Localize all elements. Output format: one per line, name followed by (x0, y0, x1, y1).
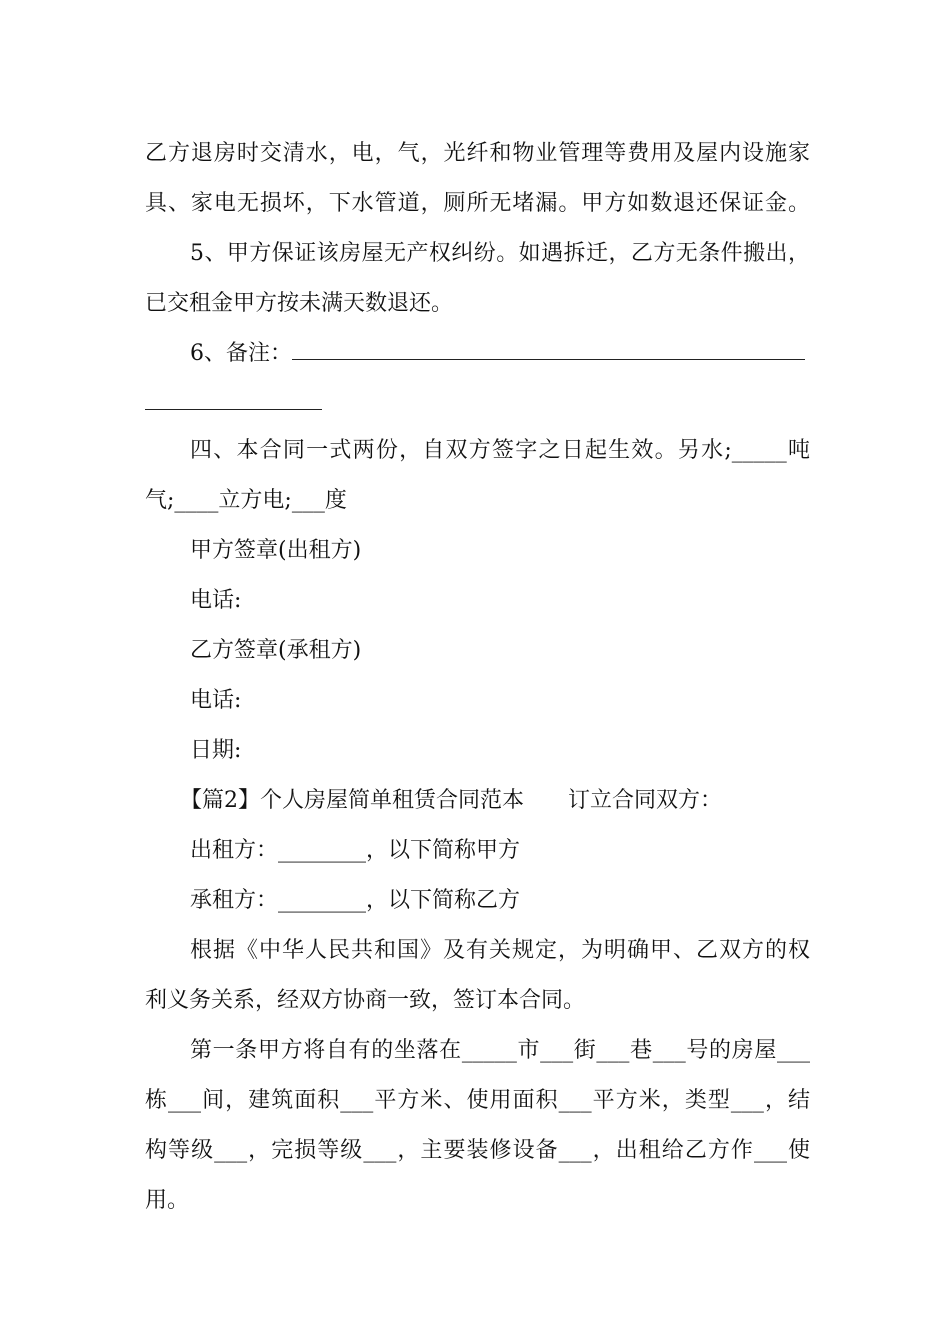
party-a-phone-label: 电话: (190, 588, 242, 613)
clause-four-line: 四、本合同一式两份，自双方签字之日起生效。另水;_____吨 (190, 438, 810, 463)
clause-5-line: 5、甲方保证该房屋无产权纠纷。如遇拆迁，乙方无条件搬出， (190, 241, 810, 266)
party-a-signature-label: 甲方签章(出租方) (190, 538, 362, 563)
date-label: 日期: (190, 738, 242, 763)
section-heading: 【篇2】个人房屋简单租赁合同范本 订立合同双方： (180, 788, 722, 813)
paragraph-line: 栋___间，建筑面积___平方米、使用面积___平方米，类型___，结 (145, 1088, 810, 1113)
paragraph-line: 根据《中华人民共和国》及有关规定，为明确甲、乙双方的权 (190, 938, 810, 963)
remarks-blank-line-continued (145, 409, 322, 410)
lessor-line: 出租方：________，以下简称甲方 (190, 838, 521, 863)
party-b-signature-label: 乙方签章(承租方) (190, 638, 362, 663)
paragraph-line: 用。 (145, 1188, 190, 1213)
remarks-label: 6、备注： (190, 341, 292, 366)
paragraph-line: 气;____立方电;___度 (145, 488, 347, 513)
paragraph-line: 乙方退房时交清水，电，气，光纤和物业管理等费用及屋内设施家 (145, 141, 810, 166)
lessee-line: 承租方：________，以下简称乙方 (190, 888, 521, 913)
paragraph-line: 构等级___，完损等级___，主要装修设备___，出租给乙方作___使 (145, 1138, 810, 1163)
article-one-line: 第一条甲方将自有的坐落在_____市___街___巷___号的房屋___ (190, 1038, 810, 1063)
remarks-blank-line (292, 359, 805, 360)
party-b-phone-label: 电话: (190, 688, 242, 713)
paragraph-line: 利义务关系，经双方协商一致，签订本合同。 (145, 988, 586, 1013)
paragraph-line: 具、家电无损坏，下水管道，厕所无堵漏。甲方如数退还保证金。 (145, 191, 810, 216)
paragraph-line: 已交租金甲方按未满天数退还。 (145, 291, 454, 316)
